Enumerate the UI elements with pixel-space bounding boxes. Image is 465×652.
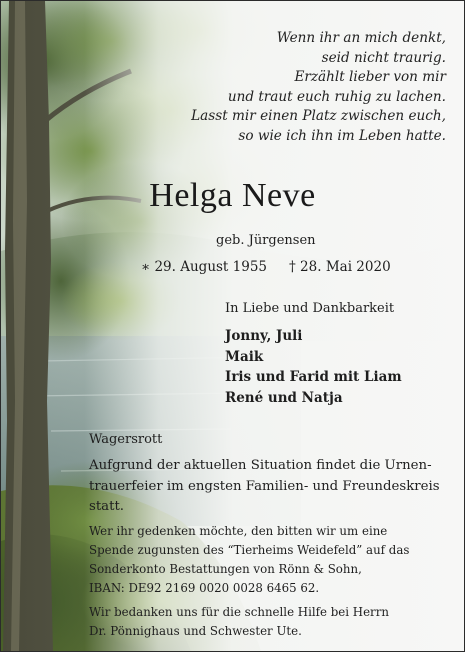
family-member: Jonny, Juli <box>225 328 303 344</box>
text-line: Wir bedanken uns für die schnelle Hilfe bei Herrn <box>89 605 389 619</box>
poem-line: und traut euch ruhig zu lachen. <box>227 88 446 105</box>
poem-line: Lasst mir einen Platz zwischen euch, <box>191 108 446 125</box>
text-line: IBAN: DE92 2169 0020 0028 6465 62. <box>89 581 320 595</box>
family-list <box>225 326 402 408</box>
place: Wagersrott <box>89 432 163 447</box>
family-member: Iris und Farid mit Liam <box>225 369 402 385</box>
deceased-name: Helga Neve <box>149 177 316 214</box>
donation-paragraph <box>89 522 442 598</box>
life-dates <box>141 259 391 275</box>
text-line: Aufgrund der aktuellen Situation findet die Urnen- <box>89 458 432 473</box>
birth-date: ∗ 29. August 1955 <box>141 259 268 275</box>
poem-line: so wie ich ihn im Leben hatte. <box>238 127 446 144</box>
thanks-line: In Liebe und Dankbarkeit <box>225 301 395 316</box>
text-line: Spende zugunsten des “Tierheims Weidefeld” auf das <box>89 543 410 557</box>
death-date: † 28. Mai 2020 <box>289 259 391 275</box>
family-member: René und Natja <box>225 389 343 406</box>
poem-line: seid nicht traurig. <box>321 49 446 66</box>
birth-name: geb. Jürgensen <box>216 233 316 248</box>
text-line: trauerfeier im engsten Familien- und Freundeskreis <box>89 478 440 494</box>
text-line: statt. <box>89 499 125 514</box>
text-line: Dr. Pönnighaus und Schwester Ute. <box>89 624 302 638</box>
text-line: Sonderkonto Bestattungen von Rönn & Sohn, <box>89 562 362 576</box>
gratitude-paragraph <box>89 603 442 641</box>
poem-line: Wenn ihr an mich denkt, <box>276 30 446 46</box>
ceremony-paragraph <box>89 456 442 518</box>
poem-line: Erzählt lieber von mir <box>294 69 446 86</box>
poem <box>191 29 446 147</box>
family-member: Maik <box>225 348 264 365</box>
text-line: Wer ihr gedenken möchte, den bitten wir um eine <box>89 524 388 538</box>
